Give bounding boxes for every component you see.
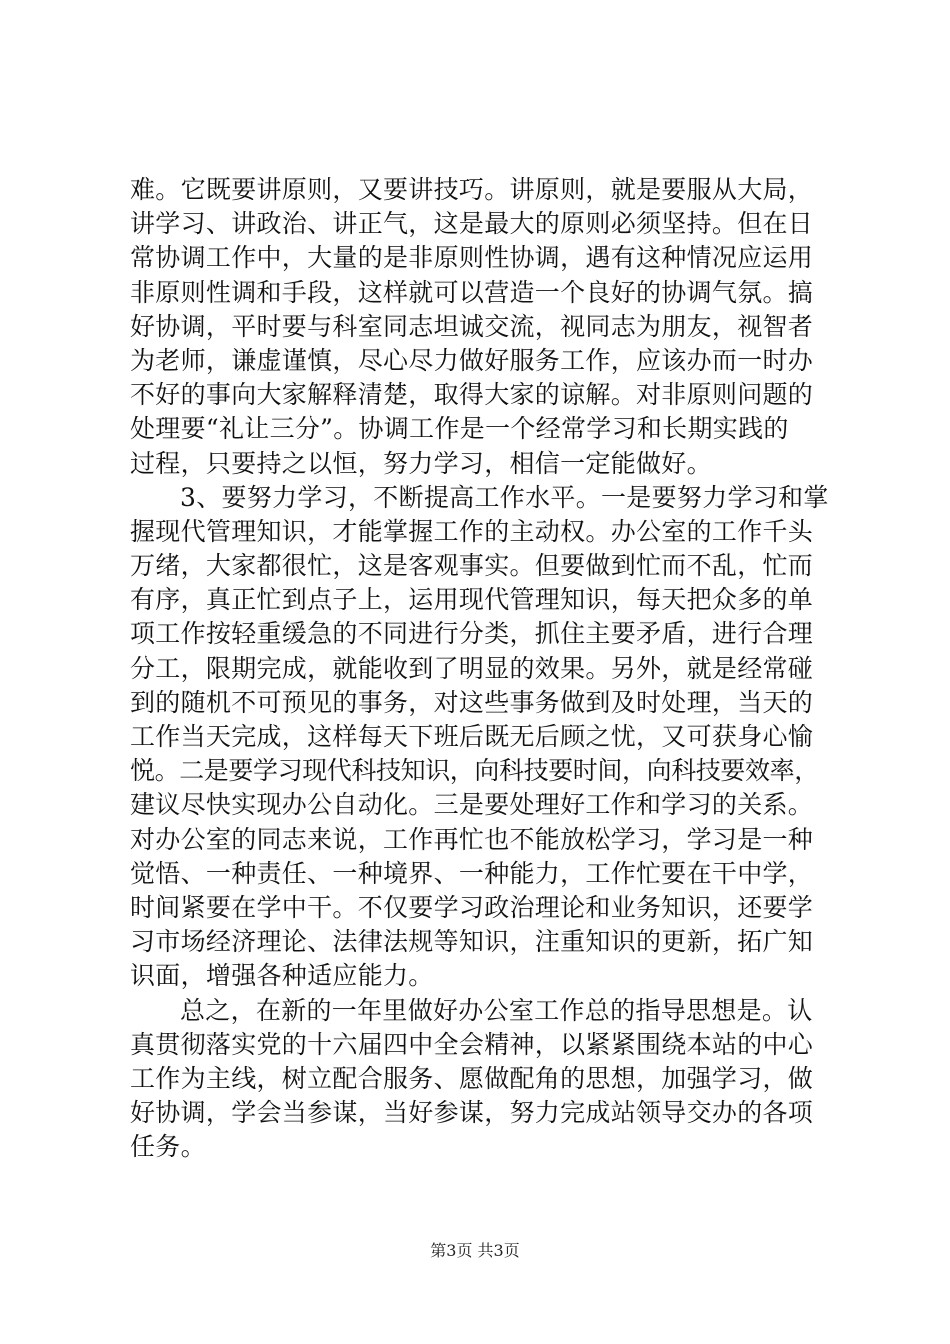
text-line: 工作当天完成，这样每天下班后既无后顾之忧，又可获身心愉 xyxy=(130,722,814,751)
text-line: 工作为主线，树立配合服务、愿做配角的思想，加强学习，做 xyxy=(130,1063,814,1093)
document-body xyxy=(130,173,835,1164)
text-line: 为老师，谦虚谨慎，尽心尽力做好服务工作，应该办而一时办 xyxy=(130,345,814,375)
text-line: 好协调，平时要与科室同志坦诚交流，视同志为朋友，视智者 xyxy=(130,311,814,341)
text-line: 好协调，学会当参谋，当好参谋，努力完成站领导交办的各项 xyxy=(130,1098,814,1128)
text-line: 难。它既要讲原则，又要讲技巧。讲原则，就是要服从大局， xyxy=(130,175,814,204)
text-line: 识面，增强各种适应能力。 xyxy=(130,961,434,991)
text-line: 过程，只要持之以恒，努力学习，相信一定能做好。 xyxy=(130,448,712,478)
text-line: 对办公室的同志来说，工作再忙也不能放松学习，学习是一种 xyxy=(130,824,814,854)
text-line: 处理要“礼让三分”。协调工作是一个经常学习和长期实践的 xyxy=(130,414,789,444)
text-line: 非原则性调和手段，这样就可以营造一个良好的协调气氛。搞 xyxy=(130,277,814,307)
text-line: 万绪，大家都很忙，这是客观事实。但要做到忙而不乱，忙而 xyxy=(130,551,814,581)
text-line: 不好的事向大家解释清楚，取得大家的谅解。对非原则问题的 xyxy=(130,380,814,410)
text-line: 任务。 xyxy=(130,1132,206,1162)
text-line: 总之，在新的一年里做好办公室工作总的指导思想是。认 xyxy=(180,995,813,1025)
text-line: 觉悟、一种责任、一种境界、一种能力，工作忙要在干中学， xyxy=(130,858,814,888)
text-line: 有序，真正忙到点子上，运用现代管理知识，每天把众多的单 xyxy=(130,585,814,615)
text-line: 真贯彻落实党的十六届四中全会精神，以紧紧围绕本站的中心 xyxy=(130,1029,814,1059)
text-line: 时间紧要在学中干。不仅要学习政治理论和业务知识，还要学 xyxy=(130,892,814,922)
text-line: 习市场经济理论、法律法规等知识，注重知识的更新，拓广知 xyxy=(130,927,814,957)
text-line: 悦。二是要学习现代科技知识，向科技要时间，向科技要效率， xyxy=(130,756,819,786)
text-line: 常协调工作中，大量的是非原则性协调，遇有这种情况应运用 xyxy=(130,243,814,273)
text-line: 握现代管理知识，才能掌握工作的主动权。办公室的工作千头 xyxy=(130,516,814,546)
page-footer: 第3页 共3页 xyxy=(430,1241,520,1260)
text-line: 建议尽快实现办公自动化。三是要处理好工作和学习的关系。 xyxy=(130,790,814,820)
text-line: 3、要努力学习，不断提高工作水平。一是要努力学习和掌 xyxy=(180,482,829,512)
text-line: 分工，限期完成，就能收到了明显的效果。另外，就是经常碰 xyxy=(130,653,814,683)
text-line: 讲学习、讲政治、讲正气，这是最大的原则必须坚持。但在日 xyxy=(130,209,814,239)
text-line: 项工作按轻重缓急的不同进行分类，抓住主要矛盾，进行合理 xyxy=(130,619,814,649)
text-line: 到的随机不可预见的事务，对这些事务做到及时处理，当天的 xyxy=(130,687,814,717)
